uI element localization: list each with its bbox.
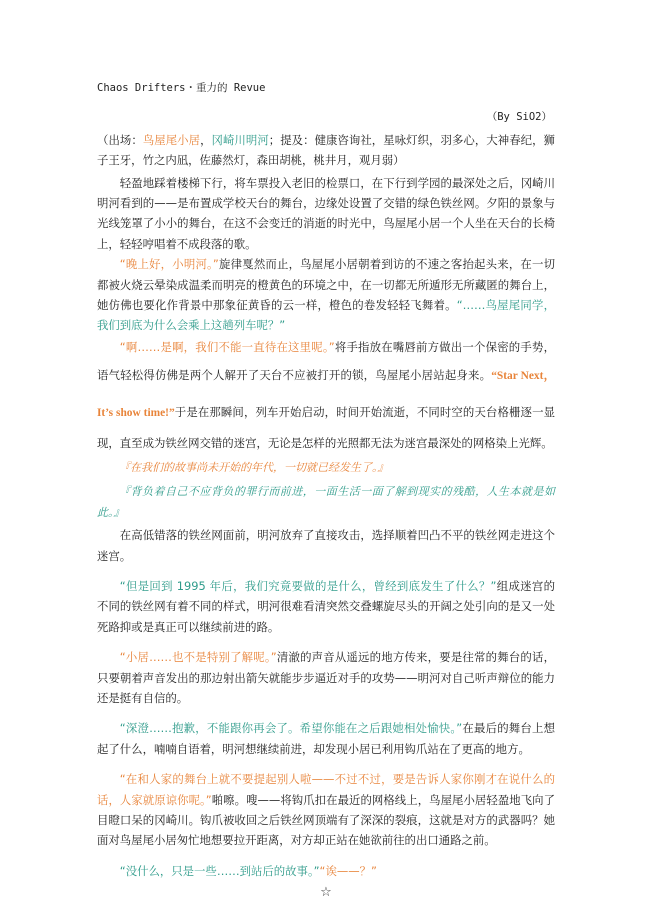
narration: 旋律戛然而止，鸟屋尾小居朝着到访的不速之客抬起头来，在一切都被火烧云晕染成温柔而明亮的橙黄色的环境之中，在一切都无所遁形无所藏匿的舞台上，她仿佛也要化作背景中那象征黄昏的云一样，橙色的卷发轻轻飞舞着。 <box>97 257 555 313</box>
narration: 组成迷宫的不同的铁丝网有着不同的样式，明河很难看清突然交叠螺旋尽头的开阔之处引向的是又一处死路抑或是真正可以继续前进的路。 <box>97 578 555 634</box>
paragraph <box>97 254 555 336</box>
credits-line <box>97 130 555 171</box>
paragraph <box>97 718 555 759</box>
dialogue-orange: “在和人家的舞台上就不要提起别人啦——不过不过，要是告诉人家你刚才在说什么的话，人家就原谅你呢。” <box>97 772 555 807</box>
author-byline: （By SiO2） <box>486 111 552 124</box>
dialogue-orange: “小居……也不是特别了解呢。” <box>119 650 277 665</box>
dialogue-teal: “没什么，只是一些……到站后的故事。” <box>119 863 320 878</box>
paragraph <box>97 336 555 454</box>
section-end-star: ☆ <box>320 885 332 901</box>
dialogue-showtime: “Star Next，It’s show time!” <box>97 369 555 419</box>
dialogue-teal: “……鸟屋尾同学，我们到底为什么会乘上这趟列车呢？” <box>97 298 555 333</box>
paragraph: 轻盈地踩着楼梯下行，将车票投入老旧的检票口，在下行到学园的最深处之后，冈崎川明河看到的——是布置成学校天台的舞台，边缘处设置了交错的绿色铁丝网。夕阳的景象与光线笼罩了小小的舞台，在这不会变迁的消逝的时光中，鸟屋尾小居一个人坐在天台的长椅上，轻轻哼唱着不成段落的歌。 <box>97 175 555 251</box>
narration: 于是在那瞬间，列车开始启动，时间开始流逝，不同时空的天台格栅逐一显现，直至成为铁丝网交错的迷宫，无论是怎样的光照都无法为迷宫最深处的网格染上光辉。 <box>97 404 555 450</box>
narration: 将手指放在嘴唇前方做出一个保密的手势，语气轻松得仿佛是两个人解开了天台不应被打开的锁，鸟屋尾小居站起身来。 <box>97 339 555 382</box>
paragraph <box>97 576 555 637</box>
paragraph <box>97 769 555 851</box>
dialogue-teal: “深澄……抱歉，不能跟你再会了。希望你能在之后跟她相处愉快。” <box>119 721 463 736</box>
paragraph: 在高低错落的铁丝网面前，明河放弃了直接攻击，选择顺着凹凸不平的铁丝网走进这个迷宫。 <box>97 528 555 563</box>
document-title: Chaos Drifters・重力的 Revue <box>97 82 266 94</box>
dialogue-teal: “但是回到 1995 年后，我们究竟要做的是什么，曾经到底发生了什么？” <box>119 578 497 593</box>
character-name-1: 鸟屋尾小居 <box>142 132 201 147</box>
narration: 在最后的舞台上想起了什么，喃喃自语着，明河想继续前进，却发现小居已利用钩爪站在了更高的地方。 <box>97 721 555 756</box>
credits-separator: ， <box>200 132 212 147</box>
quote-orange: 『在我们的故事尚未开始的年代，一切就已经发生了。』 <box>119 460 389 474</box>
credits-prefix: （出场： <box>97 132 143 147</box>
credits-rest: ；提及：健康咨询社，星咏灯织，羽多心，大神春纪，狮子王牙，竹之内凪，佐藤然灯，森田胡桃，桃井月，观月弱） <box>97 132 555 168</box>
paragraph <box>97 647 555 708</box>
dialogue-orange: “啊……是啊，我们不能一直待在这里呢。” <box>119 339 335 354</box>
narration: 清澈的声音从遥远的地方传来，要是往常的舞台的话，只要朝着声音发出的那边射出箭矢就能步步逼近对手的攻势——明河对自己听声辩位的能力还是挺有自信的。 <box>97 650 555 705</box>
paragraph <box>97 861 555 881</box>
character-name-2: 冈崎川明河 <box>211 132 269 147</box>
quote-teal: 『背负着自己不应背负的罪行而前进，一面生活一面了解到现实的残酷，人生本就是如此。』 <box>97 485 555 519</box>
dialogue-orange: “晚上好，小明河。” <box>119 257 219 272</box>
dialogue-orange: “诶——？” <box>319 863 377 878</box>
narration: 啪嚓。嗖——将钩爪扣在最近的网格线上，鸟屋尾小居轻盈地飞向了目瞪口呆的冈崎川。钩爪被收回之后铁丝网顶端有了深深的裂痕，这就是对方的武器吗？她面对鸟屋尾小居匆忙地想要拉开距离，对方却正站在她欲前往的出口通路之前。 <box>97 792 555 848</box>
